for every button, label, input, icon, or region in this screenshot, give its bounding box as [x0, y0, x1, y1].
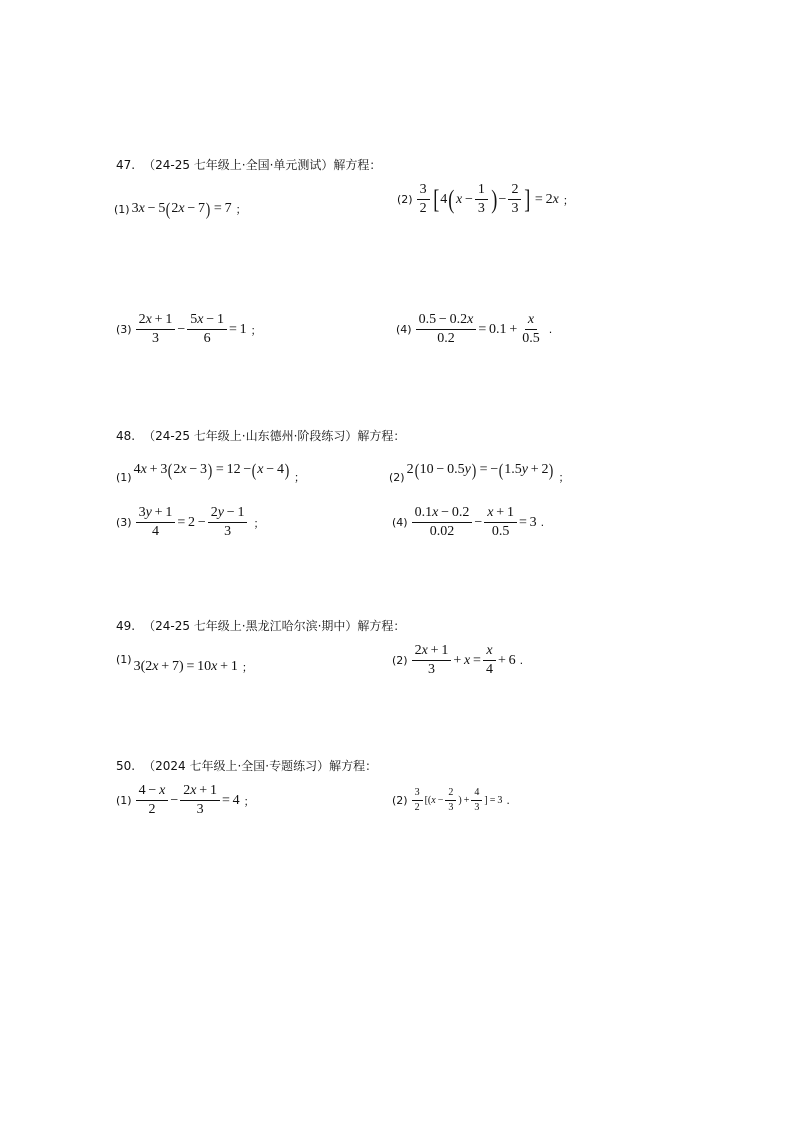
question-number: 47. — [116, 158, 136, 172]
part-label: (1) — [114, 202, 130, 216]
question-prompt: 解方程： — [333, 158, 382, 172]
part-label: (1) — [116, 470, 132, 484]
question-source: （2024 七年级上·全国·专题练习） — [143, 759, 330, 773]
equation: $\frac{2x + 1}{3}$ − $\frac{5x - 1}{6}$ = 1 — [134, 312, 247, 347]
question-source: （24-25 七年级上·黑龙江哈尔滨·期中） — [143, 619, 358, 633]
equation: $\frac{3y + 1}{4}$ = 2 − $\frac{2y - 1}{3}$ — [134, 505, 250, 540]
question-number: 50. — [116, 759, 136, 773]
equation: 4 x + 3 ( 2 x − 3 ) = 12 − ( x − 4 ) — [133, 460, 290, 480]
part-label: (3) — [116, 516, 132, 530]
q50-part1: (1) $\frac{4 - x}{2}$ − $\frac{2x + 1}{3}$ = 4 ； — [116, 783, 255, 818]
equation: $\frac{3}{2}$ [ 4 ( x − $\frac{1}{3}$ ) − $\frac{2}{3}$ ] = 2 x — [415, 182, 559, 217]
part-label: (1) — [116, 652, 132, 666]
question-49-heading — [116, 617, 405, 634]
q50-part2: (2) $\frac{3}{2}$ [( x − $\frac{2}{3}$ ) + $\frac{4}{3}$ ] = 3 . — [392, 787, 510, 813]
question-48-heading — [116, 427, 405, 444]
question-number: 49. — [116, 619, 136, 633]
q47-part2: (2) $\frac{3}{2}$ [ 4 ( x − $\frac{1}{3}$ ) − $\frac{2}{3}$ ] = 2 x ； — [397, 182, 574, 217]
question-prompt: 解方程： — [329, 759, 378, 773]
question-47-heading — [116, 156, 381, 173]
part-label: (2) — [397, 193, 413, 207]
part-label: (4) — [396, 323, 412, 337]
question-source: （24-25 七年级上·山东德州·阶段练习） — [143, 429, 358, 443]
part-label: (4) — [392, 516, 408, 530]
q47-part3: (3) $\frac{2x + 1}{3}$ − $\frac{5x - 1}{6}$ = 1 ； — [116, 312, 262, 347]
part-label: (2) — [392, 793, 408, 807]
q48-part4: (4) $\frac{0.1x - 0.2}{0.02}$ − $\frac{x + 1}{0.5}$ = 3 . — [392, 505, 545, 540]
equation: $\frac{0.5 - 0.2x}{0.2}$ = 0.1 + $\frac{x}{0.5}$ — [414, 312, 545, 347]
equation: $\frac{0.1x - 0.2}{0.02}$ − $\frac{x + 1}{0.5}$ = 3 — [410, 505, 537, 540]
q47-part1: (1) 3 x − 5 ( 2 x − 7 ) = 7 ； — [114, 199, 247, 219]
question-50-heading — [116, 757, 377, 774]
q48-part2: (2) 2 ( 10 − 0.5 y ) = − ( 1.5 y + 2 ) ； — [389, 460, 570, 484]
question-prompt: 解方程： — [357, 619, 406, 633]
equation: $\frac{2x + 1}{3}$ + x = $\frac{x}{4}$ + 6 — [410, 643, 516, 678]
equation: $\frac{3}{2}$ [( x − $\frac{2}{3}$ ) + $\frac{4}{3}$ ] = 3 — [410, 787, 503, 813]
equation: $\frac{4 - x}{2}$ − $\frac{2x + 1}{3}$ = 4 — [134, 783, 240, 818]
question-number: 48. — [116, 429, 136, 443]
part-label: (2) — [389, 470, 405, 484]
q49-part1: (1) 3(2 x + 7) = 10 x + 1 ； — [116, 652, 253, 674]
question-source: （24-25 七年级上·全国·单元测试） — [143, 158, 334, 172]
part-label: (2) — [392, 654, 408, 668]
part-label: (3) — [116, 323, 132, 337]
equation: 3(2 x + 7) = 10 x + 1 — [133, 659, 238, 674]
q48-part1: (1) 4 x + 3 ( 2 x − 3 ) = 12 − ( x − 4 ) ； — [116, 460, 305, 484]
q48-part3: (3) $\frac{3y + 1}{4}$ = 2 − $\frac{2y - 1}{3}$ ； — [116, 505, 265, 540]
q49-part2: (2) $\frac{2x + 1}{3}$ + x = $\frac{x}{4}$ + 6 . — [392, 643, 524, 678]
q47-part4: (4) $\frac{0.5 - 0.2x}{0.2}$ = 0.1 + $\frac{x}{0.5}$ . — [396, 312, 553, 347]
equation: 2 ( 10 − 0.5 y ) = − ( 1.5 y + 2 ) — [406, 460, 554, 480]
question-prompt: 解方程： — [357, 429, 406, 443]
part-label: (1) — [116, 794, 132, 808]
equation: 3 x − 5 ( 2 x − 7 ) = 7 — [131, 199, 232, 219]
